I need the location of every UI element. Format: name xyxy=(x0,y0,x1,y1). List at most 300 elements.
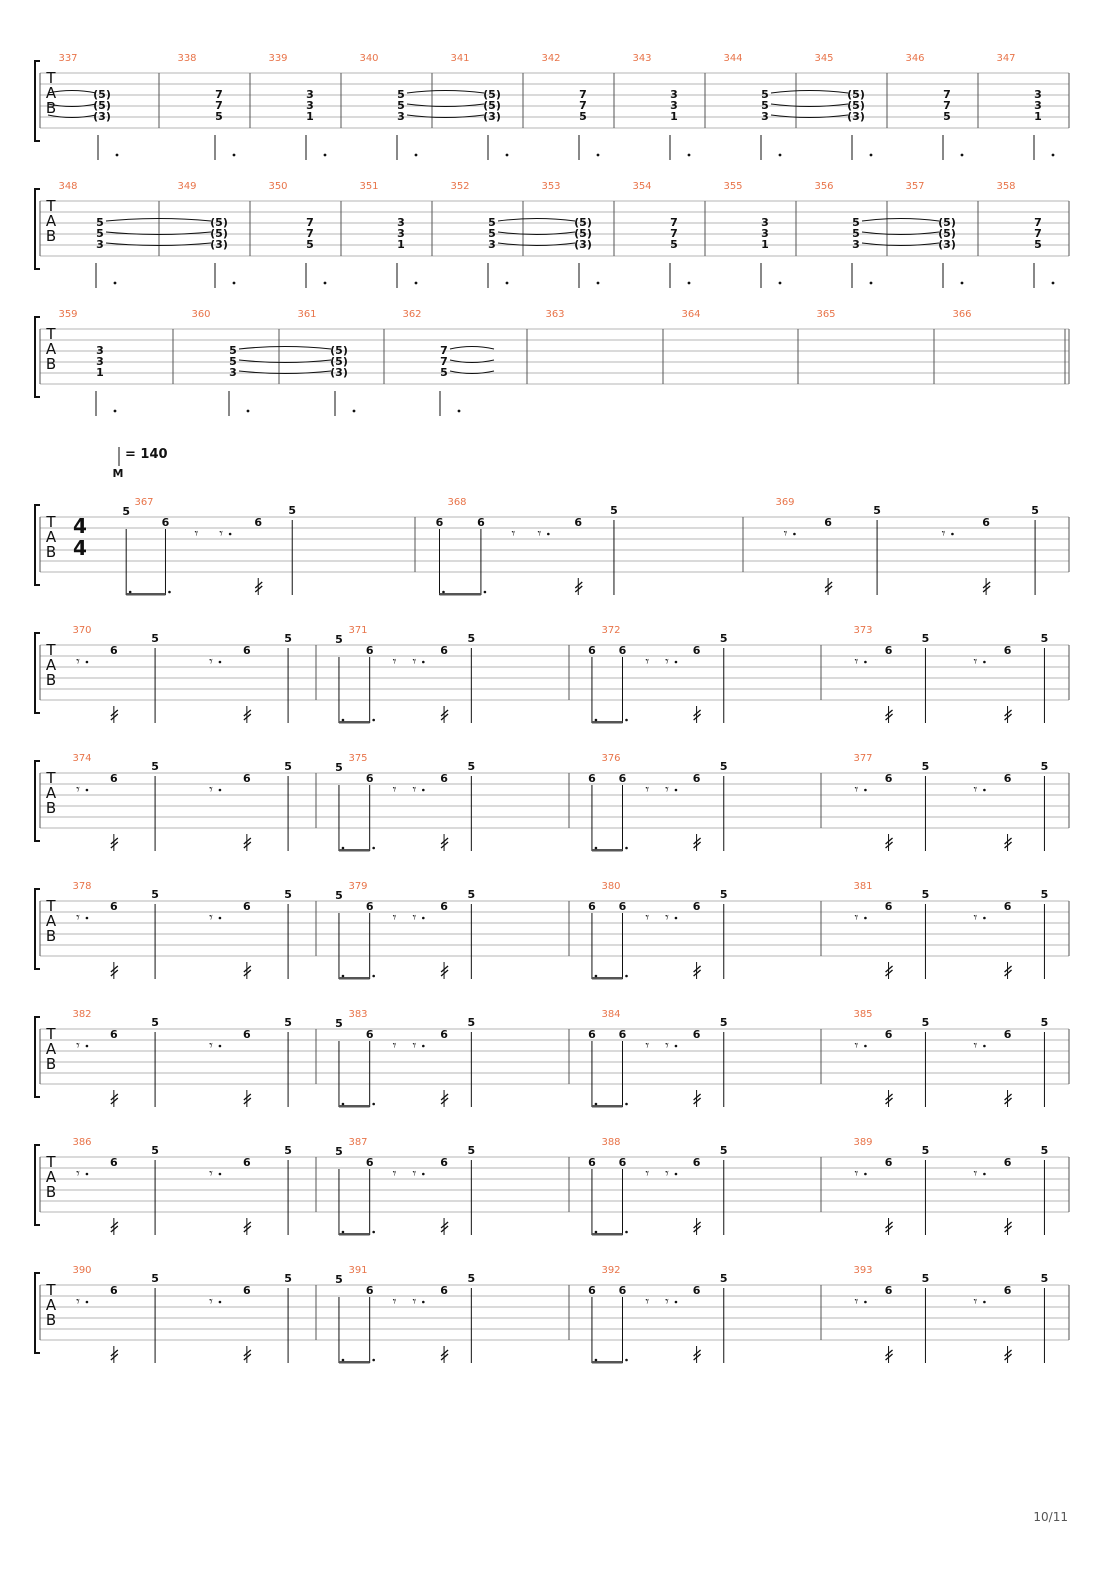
fret-number: 5 xyxy=(96,216,104,229)
page-number: 10/11 xyxy=(1033,1510,1068,1524)
measure-number: 359 xyxy=(58,309,78,320)
measure-number: 353 xyxy=(541,181,561,192)
dot xyxy=(422,1301,425,1304)
dot xyxy=(342,1231,345,1234)
fret-number: 6 xyxy=(440,900,448,913)
dot xyxy=(372,975,375,978)
fret-number: 6 xyxy=(884,772,893,785)
fret-number: 6 xyxy=(440,772,448,785)
fret-number: 5 xyxy=(151,760,159,773)
rest: 𝄾 xyxy=(209,654,213,670)
fret-number: 7 xyxy=(1034,227,1042,240)
dot xyxy=(422,789,425,792)
sixteenth-note xyxy=(111,962,118,979)
fret-number: 5 xyxy=(921,1272,930,1285)
system-bracket xyxy=(35,61,40,141)
fret-number: 6 xyxy=(243,1284,251,1297)
fret-number: 6 xyxy=(365,1284,374,1297)
fret-number: 5 xyxy=(719,1272,728,1285)
fret-number: 6 xyxy=(982,516,990,529)
sixteenth-note xyxy=(694,1218,701,1235)
fret-number: 3 xyxy=(761,110,769,123)
tab-clef-letter: T xyxy=(46,513,56,531)
dot xyxy=(625,1231,628,1234)
tab-clef-letter: A xyxy=(45,340,57,358)
rest: 𝄾 xyxy=(412,1166,417,1182)
fret-number: 5 xyxy=(397,99,405,112)
sixteenth-note xyxy=(575,578,582,595)
fret-number: 3 xyxy=(670,99,678,112)
tie-arc xyxy=(771,91,848,94)
fret-number: 5 xyxy=(852,216,860,229)
fret-number: 5 xyxy=(761,88,769,101)
note-beam xyxy=(126,593,165,596)
dot xyxy=(983,1301,986,1304)
tab-clef-letter: T xyxy=(46,1153,56,1171)
rest: 𝄾 xyxy=(854,1294,859,1310)
fret-number: 7 xyxy=(670,227,678,240)
system-bracket xyxy=(35,1017,40,1097)
tab-clef-letter: T xyxy=(46,197,56,215)
dot xyxy=(864,1301,867,1304)
dot xyxy=(506,154,509,157)
tab-clef-letter: B xyxy=(45,99,57,117)
fret-number: 6 xyxy=(618,644,627,657)
dot xyxy=(961,282,964,285)
sixteenth-note xyxy=(244,1218,251,1235)
fret-number: 6 xyxy=(692,772,701,785)
fret-number: 5 xyxy=(579,110,587,123)
rest: 𝄾 xyxy=(665,1038,669,1054)
measure-number: 368 xyxy=(447,497,467,508)
tempo-marking xyxy=(113,447,168,480)
sixteenth-note xyxy=(694,1346,701,1363)
sixteenth-note xyxy=(1005,1218,1012,1235)
fret-number: 5 xyxy=(215,110,223,123)
measure-number: 342 xyxy=(541,53,561,64)
measure-number: 349 xyxy=(177,181,197,192)
dot xyxy=(324,154,327,157)
dot xyxy=(983,789,986,792)
fret-number: 1 xyxy=(96,366,104,379)
fret-number: 6 xyxy=(1003,644,1012,657)
fret-number: 5 xyxy=(1040,632,1049,645)
fret-number: 3 xyxy=(761,227,769,240)
fret-number: 7 xyxy=(440,344,448,357)
fret-number: 5 xyxy=(229,344,237,357)
fret-number: 6 xyxy=(110,1028,118,1041)
fret-number: 5 xyxy=(1040,888,1049,901)
rest: 𝄾 xyxy=(665,654,669,670)
rest: 𝄾 xyxy=(412,910,417,926)
fret-number: 6 xyxy=(365,900,374,913)
measure-number: 373 xyxy=(853,625,873,636)
measure-number: 391 xyxy=(348,1265,368,1276)
sixteenth-note xyxy=(886,706,893,723)
note-beam xyxy=(592,721,623,724)
dot xyxy=(779,154,782,157)
fret-number: 5 xyxy=(1040,760,1049,773)
measure-number: 366 xyxy=(952,309,972,320)
fret-number: 1 xyxy=(761,238,769,251)
note-beam xyxy=(339,1361,370,1364)
dot xyxy=(219,1301,222,1304)
fret-number: 5 xyxy=(284,1144,292,1157)
dot xyxy=(442,591,445,594)
fret-number: 5 xyxy=(943,110,951,123)
rest: 𝄾 xyxy=(209,1166,213,1182)
fret-number: 5 xyxy=(467,888,476,901)
fret-number: 6 xyxy=(884,1284,893,1297)
dot xyxy=(86,1045,89,1048)
fret-number: 6 xyxy=(243,1028,251,1041)
system-bracket xyxy=(35,633,40,713)
fret-number: 6 xyxy=(110,1284,118,1297)
dot xyxy=(983,1173,986,1176)
note-beam xyxy=(339,977,370,980)
measure-number: 369 xyxy=(775,497,795,508)
rest: 𝄾 xyxy=(392,910,397,926)
dot xyxy=(595,719,598,722)
sixteenth-note xyxy=(694,1090,701,1107)
rest: 𝄾 xyxy=(645,1038,650,1054)
tie-arc xyxy=(862,219,939,222)
tab-clef-letter: A xyxy=(45,912,57,930)
rest: 𝄾 xyxy=(392,782,397,798)
fret-number: 3 xyxy=(96,238,104,251)
fret-number: 7 xyxy=(440,355,448,368)
dot xyxy=(625,1103,628,1106)
tie-arc xyxy=(239,347,331,350)
fret-number: (5) xyxy=(483,88,501,101)
fret-number: 7 xyxy=(943,99,951,112)
measure-number: 364 xyxy=(681,309,701,320)
dot xyxy=(342,1359,345,1362)
rest: 𝄾 xyxy=(854,654,859,670)
tie-arc xyxy=(450,347,494,350)
fret-number: 3 xyxy=(96,355,104,368)
sixteenth-note xyxy=(244,834,251,851)
dot xyxy=(415,282,418,285)
sixteenth-note xyxy=(111,834,118,851)
rest: 𝄾 xyxy=(209,782,213,798)
tab-clef-letter: B xyxy=(45,1183,57,1201)
rest: 𝄾 xyxy=(854,910,859,926)
fret-number: (5) xyxy=(93,99,111,112)
fret-number: 6 xyxy=(243,900,251,913)
fret-number: (3) xyxy=(93,110,111,123)
rest: 𝄾 xyxy=(973,1294,978,1310)
fret-number: 5 xyxy=(719,632,728,645)
rest: 𝄾 xyxy=(194,526,199,542)
note-beam xyxy=(339,721,370,724)
dot xyxy=(372,1231,375,1234)
dot xyxy=(864,917,867,920)
system-3 xyxy=(35,309,1069,416)
fret-number: 6 xyxy=(588,1284,596,1297)
dot xyxy=(625,847,628,850)
measure-number: 377 xyxy=(853,753,873,764)
fret-number: (5) xyxy=(93,88,111,101)
rest: 𝄾 xyxy=(209,1038,213,1054)
dot xyxy=(219,917,222,920)
dot xyxy=(219,1173,222,1176)
measure-number: 375 xyxy=(348,753,368,764)
fret-number: 3 xyxy=(670,88,678,101)
system-bracket xyxy=(35,761,40,841)
dot xyxy=(625,719,628,722)
system-1 xyxy=(35,53,1069,160)
fret-number: 6 xyxy=(884,1156,893,1169)
measure-number: 386 xyxy=(72,1137,92,1148)
tab-clef-letter: A xyxy=(45,1040,57,1058)
tab-clef-letter: A xyxy=(45,1296,57,1314)
fret-number: 6 xyxy=(692,644,701,657)
sixteenth-note xyxy=(255,578,262,595)
sixteenth-note xyxy=(441,834,448,851)
fret-number: 6 xyxy=(884,1028,893,1041)
rest: 𝄾 xyxy=(665,782,669,798)
fret-number: 3 xyxy=(397,216,405,229)
fret-number: 6 xyxy=(440,1156,448,1169)
measure-number: 361 xyxy=(297,309,317,320)
tab-clef-letter: B xyxy=(45,355,57,373)
fret-number: 5 xyxy=(1040,1144,1049,1157)
dot xyxy=(951,533,954,536)
fret-number: 7 xyxy=(215,99,223,112)
fret-number: 6 xyxy=(477,516,485,529)
rest: 𝄾 xyxy=(973,782,978,798)
dot xyxy=(415,154,418,157)
fret-number: 5 xyxy=(670,238,678,251)
measure-number: 376 xyxy=(601,753,621,764)
tie-arc xyxy=(498,219,575,222)
fret-number: 6 xyxy=(110,1156,118,1169)
rest: 𝄾 xyxy=(392,1294,397,1310)
measure-number: 383 xyxy=(348,1009,368,1020)
rest: 𝄾 xyxy=(76,1294,80,1310)
rest: 𝄾 xyxy=(392,1038,397,1054)
fret-number: 6 xyxy=(110,644,118,657)
measure-number: 343 xyxy=(632,53,652,64)
fret-number: 3 xyxy=(397,110,405,123)
fret-number: 7 xyxy=(306,227,314,240)
sixteenth-note xyxy=(1005,834,1012,851)
dot xyxy=(422,1173,425,1176)
fret-number: 5 xyxy=(467,632,476,645)
fret-number: (3) xyxy=(210,238,228,251)
dot xyxy=(342,1103,345,1106)
measure-number: 348 xyxy=(58,181,78,192)
riff-system-4 xyxy=(35,881,1069,980)
tab-clef-letter: T xyxy=(46,1025,56,1043)
fret-number: 6 xyxy=(884,900,893,913)
fret-number: 5 xyxy=(335,761,343,774)
measure-number: 360 xyxy=(191,309,211,320)
measure-number: 337 xyxy=(58,53,78,64)
sixteenth-note xyxy=(1005,1346,1012,1363)
dot xyxy=(86,789,89,792)
fret-number: 5 xyxy=(467,1144,476,1157)
fret-number: (5) xyxy=(483,99,501,112)
sixteenth-note xyxy=(441,1218,448,1235)
measure-number: 340 xyxy=(359,53,379,64)
dot xyxy=(983,917,986,920)
riff-system-2 xyxy=(35,625,1069,724)
system-2 xyxy=(35,181,1069,288)
rest: 𝄾 xyxy=(645,1294,650,1310)
fret-number: 6 xyxy=(254,516,263,529)
time-signature-bottom: 4 xyxy=(73,536,87,560)
fret-number: 5 xyxy=(1031,504,1039,517)
fret-number: 6 xyxy=(588,772,596,785)
fret-number: (5) xyxy=(938,216,956,229)
fret-number: 5 xyxy=(288,504,297,517)
sixteenth-note xyxy=(441,1346,448,1363)
tab-clef-letter: T xyxy=(46,641,56,659)
fret-number: 5 xyxy=(719,1016,728,1029)
sixteenth-note xyxy=(886,962,893,979)
dot xyxy=(422,1045,425,1048)
sixteenth-note xyxy=(694,834,701,851)
tab-clef-letter: A xyxy=(45,784,57,802)
tab-clef-letter: B xyxy=(45,1311,57,1329)
fret-number: 6 xyxy=(618,1028,627,1041)
measure-number: 351 xyxy=(359,181,379,192)
fret-number: 3 xyxy=(397,227,405,240)
system-bracket xyxy=(35,1273,40,1353)
tempo-note-glyph: M xyxy=(112,467,124,480)
sixteenth-note xyxy=(111,1218,118,1235)
dot xyxy=(870,154,873,157)
fret-number: 6 xyxy=(618,1156,627,1169)
dot xyxy=(233,282,236,285)
fret-number: 1 xyxy=(670,110,678,123)
dot xyxy=(688,282,691,285)
fret-number: 3 xyxy=(1034,88,1042,101)
measure-number: 357 xyxy=(905,181,925,192)
fret-number: 5 xyxy=(610,504,618,517)
dot xyxy=(983,661,986,664)
fret-number: 6 xyxy=(440,644,448,657)
measure-number: 362 xyxy=(402,309,422,320)
fret-number: (5) xyxy=(210,216,228,229)
measure-number: 365 xyxy=(816,309,836,320)
tab-clef-letter: A xyxy=(45,212,57,230)
dot xyxy=(422,917,425,920)
fret-number: 6 xyxy=(110,900,118,913)
rest: 𝄾 xyxy=(645,1166,650,1182)
fret-number: 5 xyxy=(96,227,104,240)
dot xyxy=(625,975,628,978)
tab-clef-letter: B xyxy=(45,543,57,561)
sixteenth-note xyxy=(694,706,701,723)
measure-number: 390 xyxy=(72,1265,92,1276)
fret-number: (5) xyxy=(330,355,348,368)
fret-number: 6 xyxy=(243,772,251,785)
note-beam xyxy=(592,977,623,980)
rest: 𝄾 xyxy=(209,1294,213,1310)
fret-number: 6 xyxy=(588,644,596,657)
fret-number: 6 xyxy=(588,1156,596,1169)
measure-number: 389 xyxy=(853,1137,873,1148)
dot xyxy=(168,591,171,594)
measure-number: 384 xyxy=(601,1009,621,1020)
measure-number: 374 xyxy=(72,753,92,764)
fret-number: 6 xyxy=(440,1028,448,1041)
dot xyxy=(597,282,600,285)
dot xyxy=(595,1359,598,1362)
fret-number: (5) xyxy=(210,227,228,240)
fret-number: 7 xyxy=(579,99,587,112)
dot xyxy=(86,661,89,664)
fret-number: (3) xyxy=(330,366,348,379)
sixteenth-note xyxy=(244,962,251,979)
fret-number: 7 xyxy=(943,88,951,101)
fret-number: 5 xyxy=(284,1016,292,1029)
dot xyxy=(793,533,796,536)
fret-number: 7 xyxy=(215,88,223,101)
dot xyxy=(864,1045,867,1048)
measure-number: 363 xyxy=(545,309,565,320)
measure-number: 387 xyxy=(348,1137,368,1148)
rest: 𝄾 xyxy=(76,782,80,798)
sixteenth-note xyxy=(111,1346,118,1363)
dot xyxy=(675,1301,678,1304)
dot xyxy=(372,1103,375,1106)
measure-number: 382 xyxy=(72,1009,92,1020)
fret-number: 7 xyxy=(1034,216,1042,229)
rest: 𝄾 xyxy=(645,782,650,798)
fret-number: 5 xyxy=(335,633,343,646)
rest: 𝄾 xyxy=(412,1038,417,1054)
sixteenth-note xyxy=(825,578,832,595)
sixteenth-note xyxy=(441,1090,448,1107)
fret-number: 7 xyxy=(579,88,587,101)
dot xyxy=(675,917,678,920)
measure-number: 339 xyxy=(268,53,288,64)
sixteenth-note xyxy=(441,706,448,723)
system-bracket xyxy=(35,317,40,397)
rest: 𝄾 xyxy=(392,654,397,670)
fret-number: 5 xyxy=(1034,238,1042,251)
measure-number: 380 xyxy=(601,881,621,892)
dot xyxy=(864,1173,867,1176)
dot xyxy=(595,847,598,850)
rest: 𝄾 xyxy=(76,1038,80,1054)
fret-number: 6 xyxy=(1003,772,1012,785)
rest: 𝄾 xyxy=(854,782,859,798)
rest: 𝄾 xyxy=(973,1038,978,1054)
measure-number: 350 xyxy=(268,181,288,192)
tab-clef-letter: T xyxy=(46,769,56,787)
note-beam xyxy=(592,849,623,852)
fret-number: 5 xyxy=(151,1016,159,1029)
measure-number: 378 xyxy=(72,881,92,892)
dot xyxy=(675,1173,678,1176)
measure-number: 346 xyxy=(905,53,925,64)
fret-number: 5 xyxy=(284,1272,292,1285)
fret-number: 5 xyxy=(921,888,930,901)
measure-number: 385 xyxy=(853,1009,873,1020)
sixteenth-note xyxy=(694,962,701,979)
dot xyxy=(870,282,873,285)
fret-number: 5 xyxy=(397,88,405,101)
system-bracket xyxy=(35,1145,40,1225)
measure-number: 344 xyxy=(723,53,743,64)
dot xyxy=(597,154,600,157)
rest: 𝄾 xyxy=(854,1038,859,1054)
